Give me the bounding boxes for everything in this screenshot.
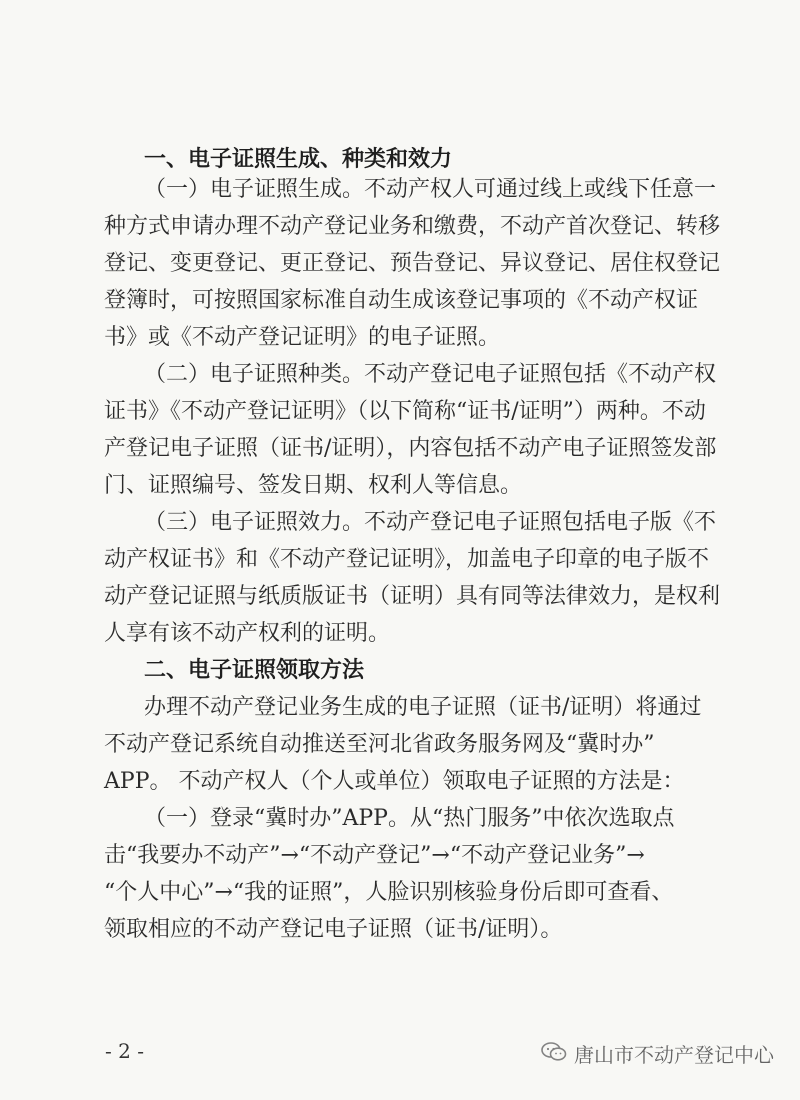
section2-para2-line4: 领取相应的不动产登记电子证照（证书/证明）。 — [104, 917, 563, 942]
section1-para1-line1: （一）电子证照生成。不动产权人可通过线上或线下任意一 — [144, 177, 717, 202]
section1-para2-line4: 门、证照编号、签发日期、权利人等信息。 — [104, 473, 523, 498]
section1-para2-line1: （二）电子证照种类。不动产登记电子证照包括《不动产权 — [144, 362, 717, 387]
section1-para3-line4: 人享有该不动产权利的证明。 — [104, 621, 391, 646]
section1-heading: 一、电子证照生成、种类和效力 — [144, 147, 453, 172]
page-number: - 2 - — [105, 1039, 144, 1063]
wechat-watermark — [540, 1040, 774, 1069]
section2-para1-line1: 办理不动产登记业务生成的电子证照（证书/证明）将通过 — [144, 695, 702, 720]
section2-para1-line2: 不动产登记系统自动推送至河北省政务服务网及“冀时办” — [104, 732, 655, 757]
section1-para1-line4: 登簿时，可按照国家标准自动生成该登记事项的《不动产权证 — [104, 288, 699, 313]
section1-para1-line2: 种方式申请办理不动产登记业务和缴费，不动产首次登记、转移 — [104, 214, 721, 239]
section2-para2-line1: （一）登录“冀时办”APP。从“热门服务”中依次选取点 — [144, 806, 675, 831]
section2-para1-line3: APP。 不动产权人（个人或单位）领取电子证照的方法是： — [104, 769, 685, 794]
wechat-icon — [540, 1040, 568, 1069]
section1-para2-line2: 证书》《不动产登记证明》（以下简称“证书/证明”）两种。不动 — [104, 399, 706, 424]
section1-para2-line3: 产登记电子证照（证书/证明），内容包括不动产电子证照签发部 — [104, 436, 717, 461]
section1-para3-line3: 动产登记证照与纸质版证书（证明）具有同等法律效力，是权利 — [104, 584, 721, 609]
section2-heading: 二、电子证照领取方法 — [144, 658, 365, 683]
section2-para2-line3: “个人中心”→“我的证照”，人脸识别核验身份后即可查看、 — [104, 880, 674, 905]
watermark-text: 唐山市不动产登记中心 — [574, 1042, 774, 1067]
section1-para1-line3: 登记、变更登记、更正登记、预告登记、异议登记、居住权登记 — [104, 251, 721, 276]
section1-para1-line5: 书》或《不动产登记证明》的电子证照。 — [104, 325, 501, 350]
section1-para3-line2: 动产权证书》和《不动产登记证明》，加盖电子印章的电子版不 — [104, 547, 710, 572]
section2-para2-line2: 击“我要办不动产”→“不动产登记”→“不动产登记业务”→ — [104, 843, 645, 868]
section1-para3-line1: （三）电子证照效力。不动产登记电子证照包括电子版《不 — [144, 510, 717, 535]
